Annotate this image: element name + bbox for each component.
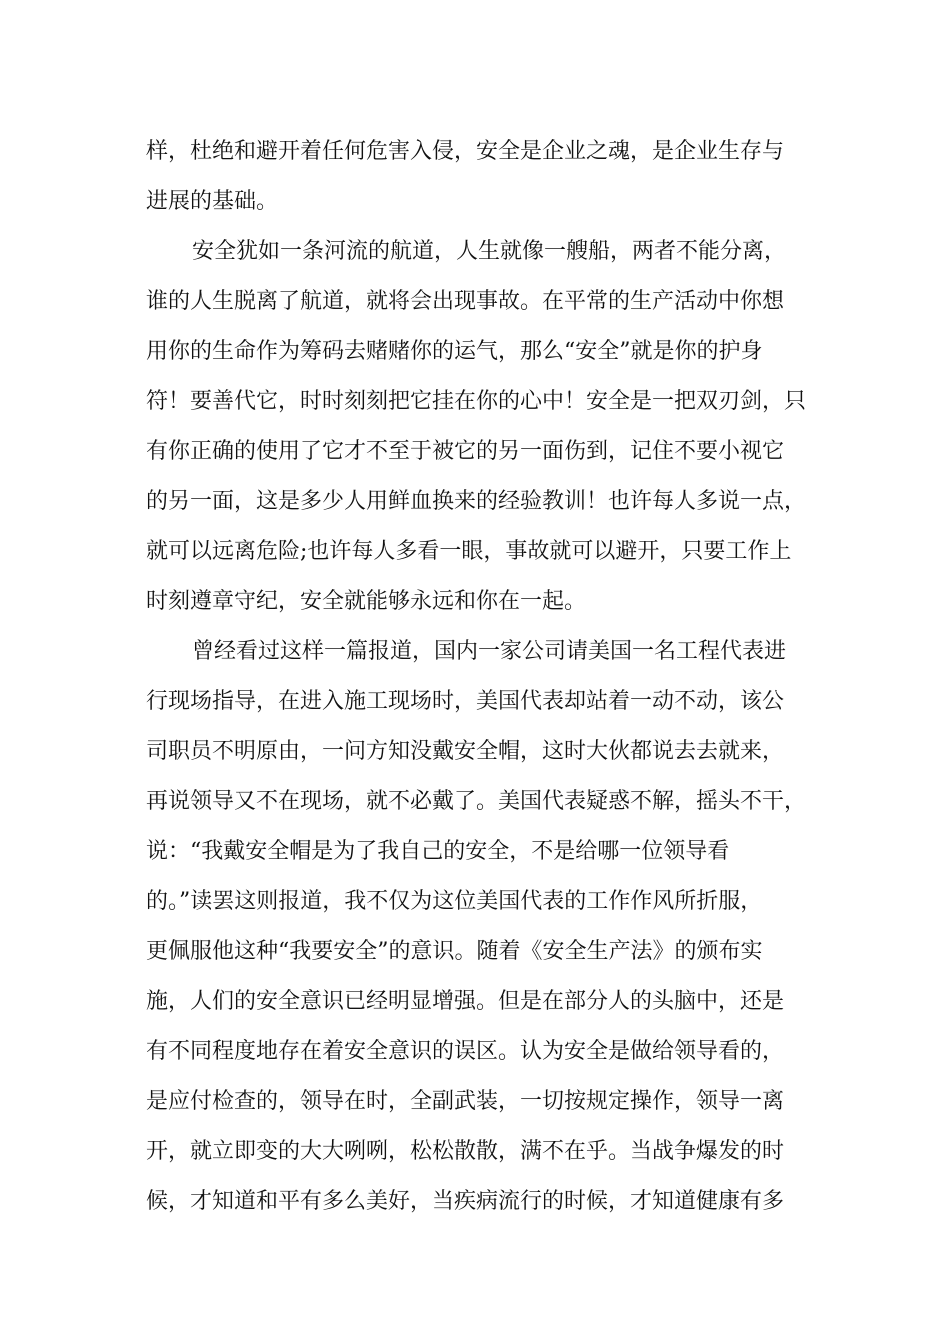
text-line: 行现场指导，在进入施工现场时，美国代表却站着一动不动，该公 <box>146 689 785 714</box>
text-line: 开，就立即变的大大咧咧，松松散散，满不在乎。当战争爆发的时 <box>146 1139 785 1164</box>
paragraph-first-line: 曾经看过这样一篇报道，国内一家公司请美国一名工程代表进 <box>192 639 787 664</box>
body-text <box>146 132 806 1232</box>
paragraph-first-line: 安全犹如一条河流的航道，人生就像一艘船，两者不能分离， <box>192 239 787 264</box>
text-line: 是应付检查的，领导在时，全副武装，一切按规定操作，领导一离 <box>146 1089 785 1114</box>
text-line: 更佩服他这种“我要安全”的意识。随着《安全生产法》的颁布实 <box>146 939 763 964</box>
text-line: 谁的人生脱离了航道，就将会出现事故。在平常的生产活动中你想 <box>146 289 785 314</box>
text-line: 的。”读罢这则报道，我不仅为这位美国代表的工作作风所折服， <box>146 889 763 914</box>
text-line: 进展的基础。 <box>146 189 279 214</box>
text-line: 候，才知道和平有多么美好，当疾病流行的时候，才知道健康有多 <box>146 1189 785 1214</box>
text-line: 的另一面，这是多少人用鲜血换来的经验教训！也许每人多说一点， <box>146 489 806 514</box>
text-line: 时刻遵章守纪，安全就能够永远和你在一起。 <box>146 589 587 614</box>
text-line: 司职员不明原由，一问方知没戴安全帽，这时大伙都说去去就来， <box>146 739 785 764</box>
text-line: 用你的生命作为筹码去赌赌你的运气，那么“安全”就是你的护身 <box>146 339 763 364</box>
text-line: 样，杜绝和避开着任何危害入侵，安全是企业之魂，是企业生存与 <box>146 139 785 164</box>
text-line: 再说领导又不在现场，就不必戴了。美国代表疑惑不解，摇头不干， <box>146 789 806 814</box>
text-line: 说：“我戴安全帽是为了我自己的安全，不是给哪一位领导看 <box>146 839 730 864</box>
text-line: 符！要善代它，时时刻刻把它挂在你的心中！安全是一把双刃剑，只 <box>146 389 806 414</box>
text-line: 施，人们的安全意识已经明显增强。但是在部分人的头脑中，还是 <box>146 989 785 1014</box>
text-line: 有不同程度地存在着安全意识的误区。认为安全是做给领导看的， <box>146 1039 785 1064</box>
text-line: 有你正确的使用了它才不至于被它的另一面伤到，记住不要小视它 <box>146 439 785 464</box>
text-line: 就可以远离危险;也许每人多看一眼，事故就可以避开，只要工作上 <box>146 539 792 564</box>
